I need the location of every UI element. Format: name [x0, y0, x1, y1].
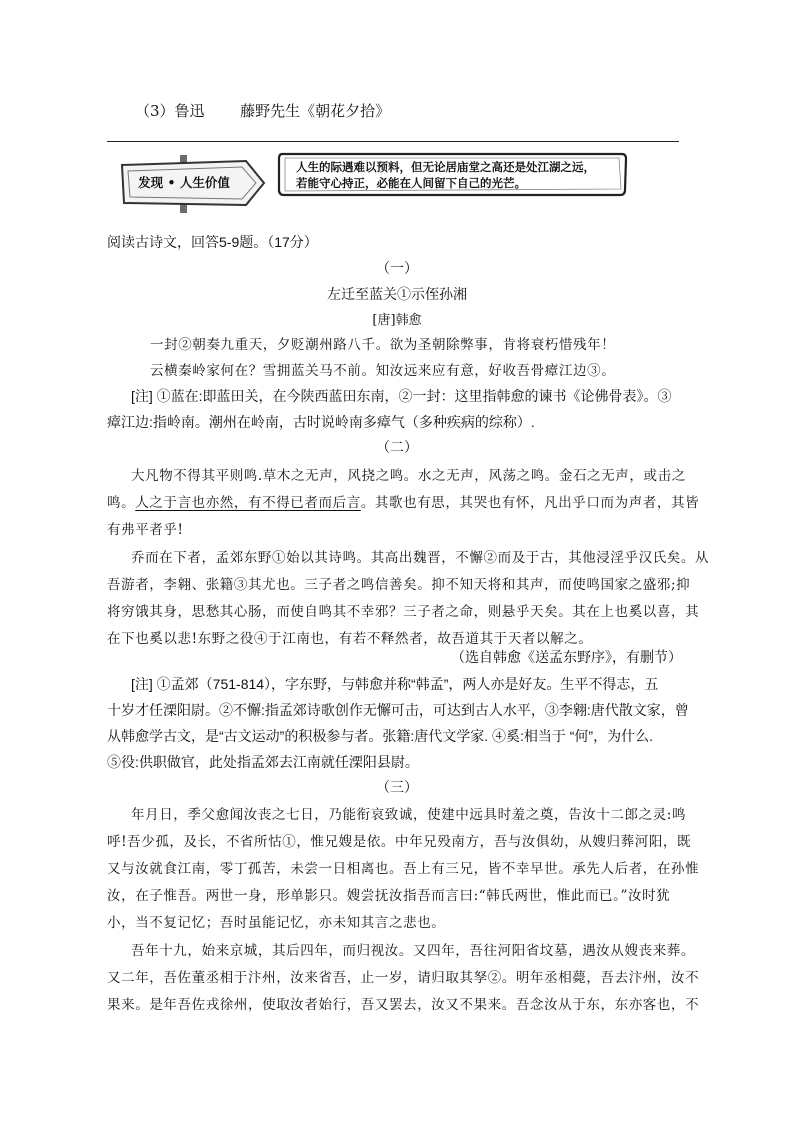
part3-para1-line-1: 年月日，季父愈闻汝丧之七日，乃能衔哀致诚，使建中远具时羞之奠，告汝十二郎之灵:鸣	[131, 807, 687, 823]
part2-note-line-1: [注] ①孟郊（751-814），字东野，与韩愈并称“韩孟”，两人亦是好友。生平不得志，五	[131, 676, 659, 692]
part2-para2-line-4: 在下也奚以悲!东野之役④于江南也，有若不释然者，故吾道其于天者以解之。	[107, 631, 593, 647]
part2-para1-line-2: 鸣。人之于言也亦然，有不得已者而后言。其歌也有思，其哭也有怀，凡出乎口而为声者，其皆	[107, 495, 700, 511]
previous-item-line	[135, 100, 390, 121]
part2-para2-line-1: 乔而在下者，孟郊东野①始以其诗鸣。其高出魏晋，不懈②而及于古，其他浸淫乎汉氏矣。从	[131, 550, 710, 566]
part2-para1-line-1: 大凡物不得其平则鸣.草木之无声，风挠之鸣。水之无声，风荡之鸣。金石之无声，或击之	[131, 468, 686, 484]
part3-para2-line-1: 吾年十九，始来京城，其后四年，而归视汝。又四年，吾往河阳省坟墓，遇汝从嫂丧来葬。	[131, 943, 695, 959]
part1-number: （一）	[376, 261, 418, 277]
poem-title: 左迁至蓝关①示侄孙湘	[327, 286, 467, 302]
part2-note-line-4: ⑤役:供职做官，此处指孟郊去江南就任溧阳县尉。	[107, 754, 419, 770]
signpost-label: 发现 • 人生价值	[138, 175, 230, 190]
part2-para1-line-3: 有弗平者乎!	[107, 522, 184, 538]
part1-note-line-1: [注] ①蓝在:即蓝田关，在今陕西蓝田东南，②一封：这里指韩愈的谏书《论佛骨表》。③	[131, 388, 672, 404]
poem-line-2: 云横秦岭家何在？雪拥蓝关马不前。知汝远来应有意，好收吾骨瘴江边③。	[150, 363, 616, 379]
part3-para1-line-2: 呼!吾少孤，及长，不省所怙①，惟兄嫂是依。中年兄殁南方，吾与汝俱幼，从嫂归葬河阳，既	[107, 834, 692, 850]
previous-item-number: （3）鲁迅	[135, 102, 205, 120]
question-intro: 阅读古诗文，回答5-9题。（17分）	[107, 234, 318, 250]
underlined-sentence: 人之于言也亦然，有不得已者而后言	[135, 495, 361, 511]
part2-note-line-2: 十岁才任溧阳尉。②不懈:指孟郊诗歌创作无懈可击，可达到古人水平，③李翱:唐代散文家，曾	[107, 702, 689, 718]
part3-para1-line-5: 小，当不复记忆；吾时虽能记忆，亦未知其言之悲也。	[107, 915, 446, 931]
part2-source: （选自韩愈《送孟东野序》，有删节）	[451, 649, 682, 665]
motto-frame	[276, 151, 628, 197]
part1-note-line-2: 瘴江边:指岭南。潮州在岭南，古时说岭南多瘴气（多种疾病的综称）.	[107, 414, 535, 430]
part2-para2-line-3: 将穷饿其身，思愁其心肠，而使自鸣其不幸邪？三子者之命，则悬乎天矣。其在上也奚以喜，其	[107, 604, 700, 620]
part2-number: （二）	[376, 440, 418, 456]
section-divider	[107, 141, 679, 142]
motto-line-1: 人生的际遇难以预料，但无论居庙堂之高还是处江湖之远，	[296, 160, 595, 174]
part3-number: （三）	[376, 780, 418, 796]
part3-para1-line-3: 又与汝就食江南，零丁孤苦，未尝一日相离也。吾上有三兄，皆不幸早世。承先人后者，在孙惟	[107, 861, 700, 877]
part3-para2-line-3: 果来。是年吾佐戎徐州，使取汝者始行，吾又罢去，汝又不果来。吾念汝从于东，东亦客也，不	[107, 997, 700, 1013]
part3-para2-line-2: 又二年，吾佐董丞相于汴州，汝来省吾，止一岁，请归取其孥②。明年丞相薨，吾去汴州，汝不	[107, 970, 700, 986]
poem-line-1: 一封②朝奏九重天，夕贬潮州路八千。欲为圣朝除弊事，肯将衰朽惜残年！	[150, 337, 616, 353]
part2-note-line-3: 从韩愈学古文，是“古文运动”的积极参与者。张籍:唐代文学家. ④奚:相当于 “何”，为什么.	[107, 728, 653, 744]
signpost-icon	[118, 155, 268, 213]
poem-author: [唐]韩愈	[372, 313, 422, 328]
motto-line-2: 若能守心持正，必能在人间留下自己的光芒。	[296, 176, 526, 190]
previous-item-title: 藤野先生《朝花夕拾》	[240, 102, 391, 120]
part3-para1-line-4: 汝，在子惟吾。两世一身，形单影只。嫂尝抚汝指吾而言曰:“韩氏两世，惟此而已。”汝时犹	[107, 888, 671, 904]
part2-para2-line-2: 吾游者，李翱、张籍③其尤也。三子者之鸣信善矣。抑不知天将和其声，而使鸣国家之盛邪;抑	[107, 577, 691, 593]
